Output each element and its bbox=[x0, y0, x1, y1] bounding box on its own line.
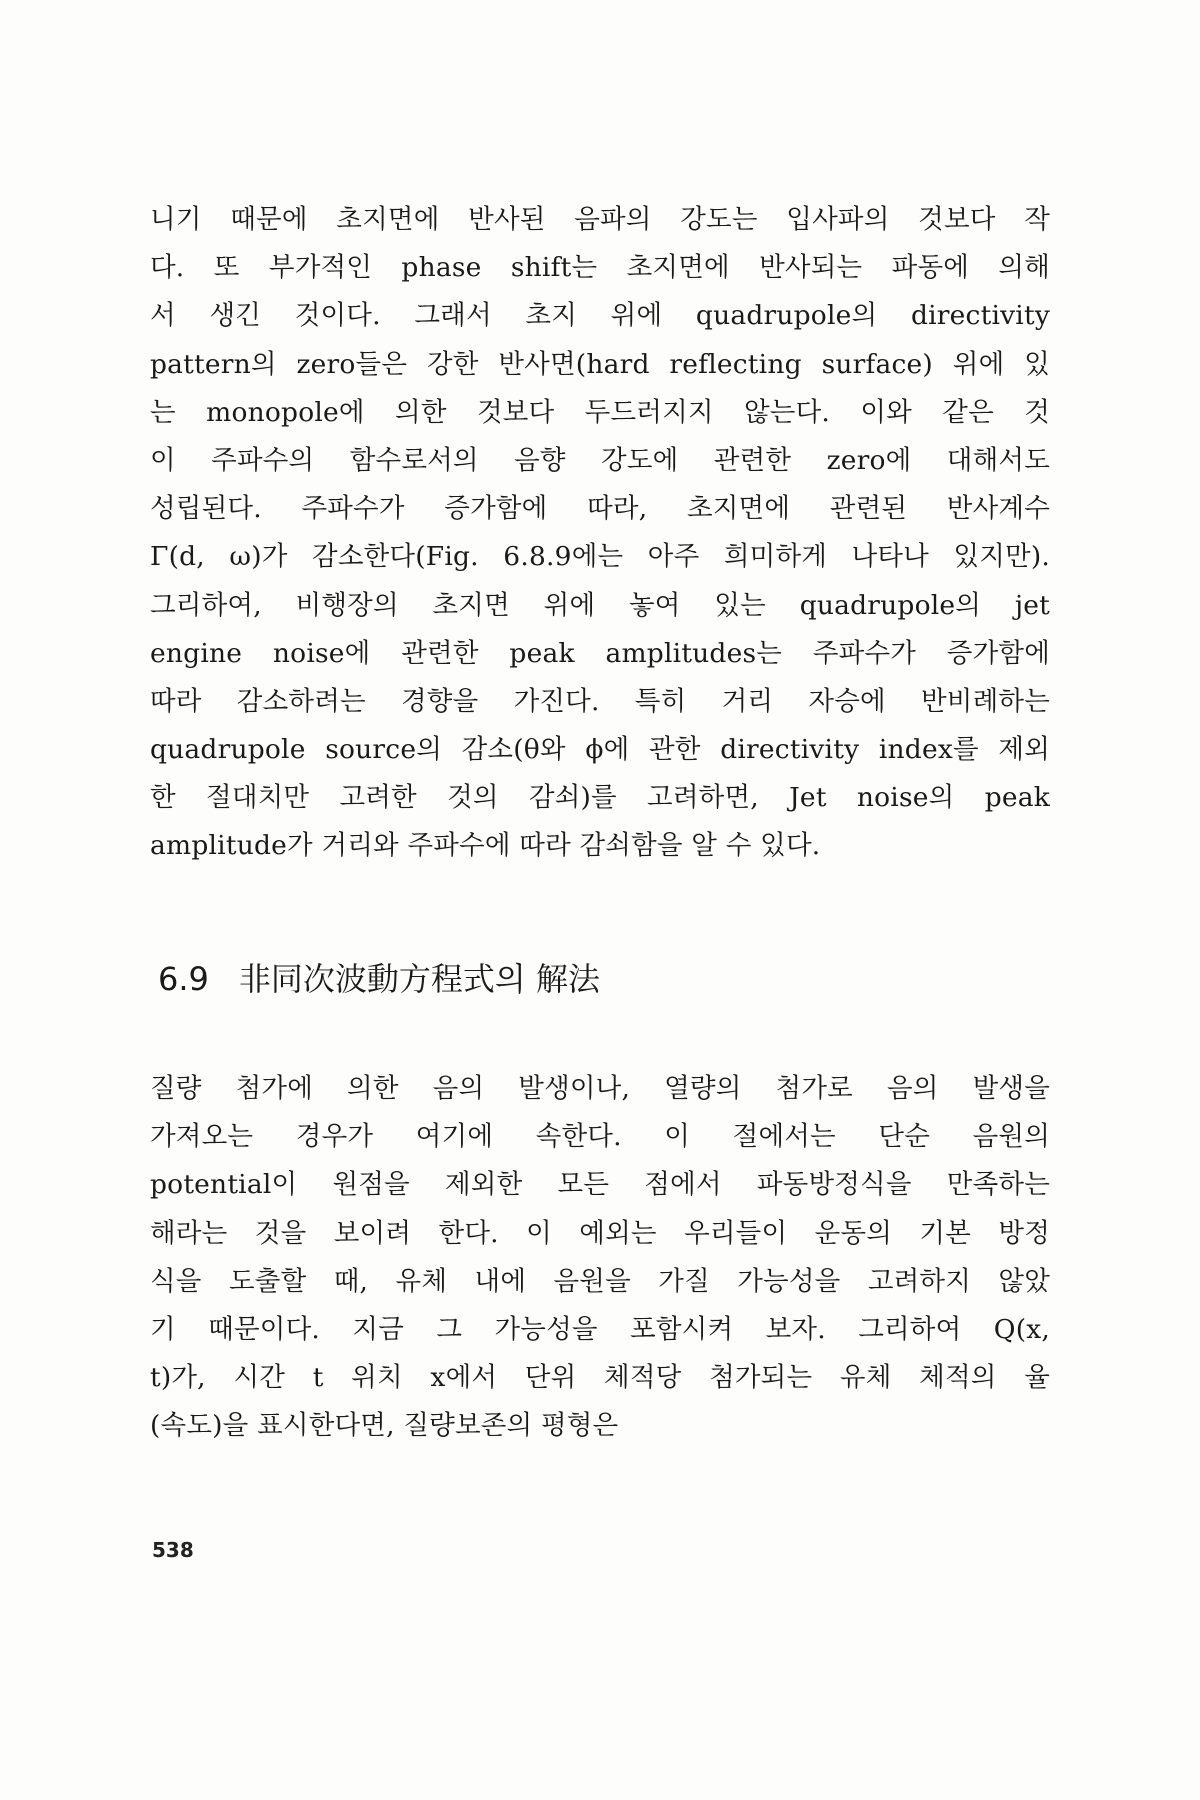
paragraph-2-line: t)가, 시간 t 위치 x에서 단위 체적당 첨가되는 유체 체적의 율 bbox=[150, 1362, 1050, 1394]
paragraph-1 bbox=[150, 196, 1050, 871]
paragraph-1-line: 는 monopole에 의한 것보다 두드러지지 않는다. 이와 같은 것 bbox=[150, 396, 1050, 428]
paragraph-1-line: 서 생긴 것이다. 그래서 초지 위에 quadrupole의 directivity bbox=[150, 300, 1050, 332]
paragraph-1-line: Γ(d, ω)가 감소한다(Fig. 6.8.9에는 아주 희미하게 나타나 있지만). bbox=[150, 541, 1050, 573]
paragraph-2-line: 질량 첨가에 의한 음의 발생이나, 열량의 첨가로 음의 발생을 bbox=[150, 1073, 1050, 1104]
paragraph-1-line: 니기 때문에 초지면에 반사된 음파의 강도는 입사파의 것보다 작 bbox=[150, 204, 1050, 235]
section-title: 非同次波動方程式의 解法 bbox=[238, 960, 600, 998]
paragraph-1-line: 이 주파수의 함수로서의 음향 강도에 관련한 zero에 대해서도 bbox=[150, 444, 1050, 476]
paragraph-1-line: quadrupole source의 감소(θ와 ϕ에 관한 directivity index를 제외 bbox=[150, 734, 1050, 766]
paragraph-1-line: pattern의 zero들은 강한 반사면(hard reflecting surface) 위에 있 bbox=[150, 348, 1050, 380]
page-number: 538 bbox=[152, 1538, 194, 1562]
paragraph-1-line: engine noise에 관련한 peak amplitudes는 주파수가 증가함에 bbox=[150, 637, 1050, 669]
paragraph-1-line: amplitude가 거리와 주파수에 따라 감쇠함을 알 수 있다. bbox=[150, 830, 821, 862]
paragraph-2-line: 식을 도출할 때, 유체 내에 음원을 가질 가능성을 고려하지 않았 bbox=[150, 1265, 1050, 1297]
paragraph-1-line: 다. 또 부가적인 phase shift는 초지면에 반사되는 파동에 의해 bbox=[150, 252, 1050, 284]
paragraph-2-line: (속도)을 표시한다면, 질량보존의 평형은 bbox=[150, 1410, 619, 1442]
paragraph-1-line: 성립된다. 주파수가 증가함에 따라, 초지면에 관련된 반사계수 bbox=[150, 493, 1050, 525]
section-heading bbox=[158, 955, 600, 1003]
paragraph-2 bbox=[150, 1065, 1050, 1451]
paragraph-2-line: 해라는 것을 보이려 한다. 이 예외는 우리들이 운동의 기본 방정 bbox=[150, 1217, 1050, 1249]
paragraph-2-line: potential이 원점을 제외한 모든 점에서 파동방정식을 만족하는 bbox=[150, 1169, 1050, 1201]
paragraph-1-line: 한 절대치만 고려한 것의 감쇠)를 고려하면, Jet noise의 peak bbox=[150, 782, 1050, 814]
paragraph-1-line: 따라 감소하려는 경향을 가진다. 특히 거리 자승에 반비례하는 bbox=[150, 685, 1050, 717]
paragraph-2-line: 가져오는 경우가 여기에 속한다. 이 절에서는 단순 음원의 bbox=[150, 1121, 1050, 1153]
section-number: 6.9 bbox=[158, 960, 209, 998]
paragraph-2-line: 기 때문이다. 지금 그 가능성을 포함시켜 보자. 그리하여 Q(x, bbox=[150, 1313, 1050, 1345]
paragraph-1-line: 그리하여, 비행장의 초지면 위에 놓여 있는 quadrupole의 jet bbox=[150, 589, 1050, 621]
